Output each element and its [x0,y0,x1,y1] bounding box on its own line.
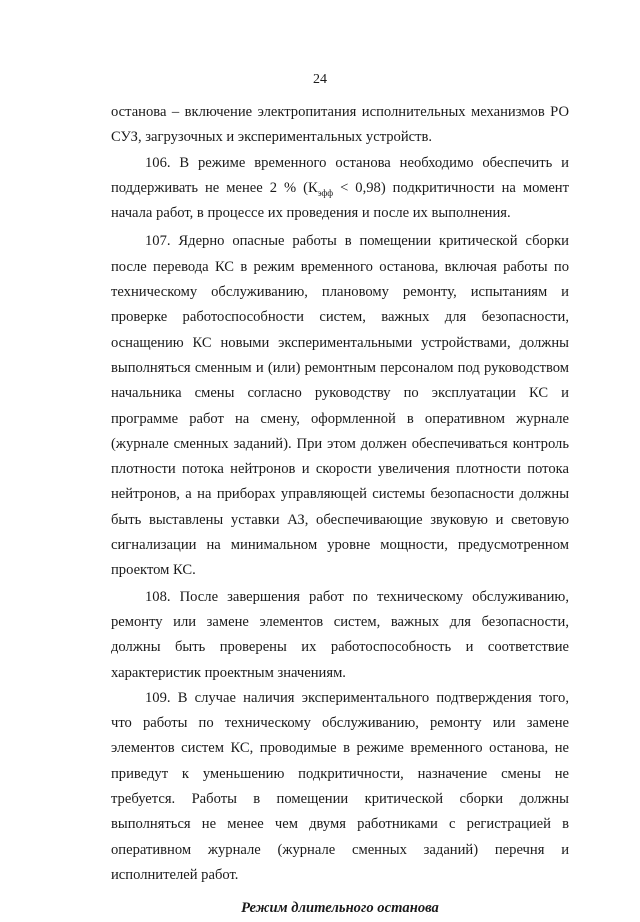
paragraph-106 [111,151,569,227]
section-heading: Режим длительного останова [241,900,439,917]
document-body [111,100,569,922]
page-number: 24 [313,72,327,87]
paragraph-109: 109. В случае наличия экспериментального подтверждения того, что работы по техническому обслуживанию, ремонту или замене элементов систем КС, проводимые в режиме временного останова, не приведут к уменьшению подкритичности, назначение смены не требуется. Работы в помещении критической сборки должны выполняться не менее чем двумя работниками с регистрацией в оперативном журнале (журнале сменных заданий) перечня и исполнителей работ. [111,689,569,883]
paragraph-continuation: останова – включение электропитания исполнительных механизмов РО СУЗ, загрузочных и экспериментальных устройств. [111,104,569,146]
k-eff-subscript: эфф [317,187,334,198]
paragraph-106-text-start: 106. В режиме временного останова необходимо обеспечить и поддерживать не менее 2 % (К [111,154,569,196]
paragraph-106-text-end: < 0,98) подкритичности на момент начала работ, в процессе их проведения и после их выполнения. [111,179,569,222]
paragraph-108: 108. После завершения работ по техническому обслуживанию, ремонту или замене элементов систем, важных для безопасности, должны быть проверены их работоспособность и соответствие характеристик проектным значениям. [111,588,569,681]
paragraph-107: 107. Ядерно опасные работы в помещении критической сборки после перевода КС в режим временного останова, включая работы по техническому обслуживанию, плановому ремонту, испытаниям и проверке работоспособности систем, важных для безопасности, оснащению КС новыми экспериментальными устройствами, должны выполняться сменным и (или) ремонтным персоналом под руководством начальника смены согласно руководству по эксплуатации КС и программе работ на смену, оформленной в оперативном журнале (журнале сменных заданий). При этом должен обеспечиваться контроль плотности потока нейтронов и скорости увеличения плотности потока нейтронов, а на приборах управляющей системы безопасности должны быть выставлены уставки АЗ, обеспечивающие звуковую и световую сигнализации на минимальном уровне мощности, предусмотренном проектом КС. [111,233,569,579]
